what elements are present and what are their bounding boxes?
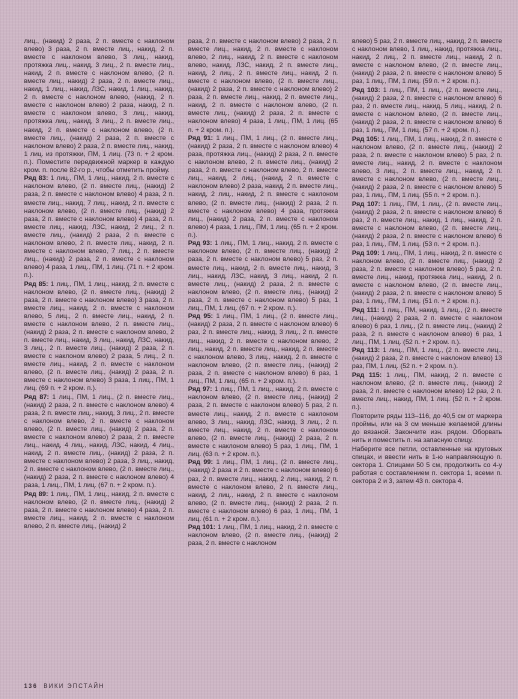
row-label: Ряд 83: [24,175,49,183]
instruction-paragraph [188,459,338,523]
instruction-paragraph [352,347,502,371]
row-label: Ряд 109: [352,249,380,257]
row-text: 1 лиц., ПМ, 1 лиц., (2 п. вместе лиц., (накид) 2 раза, 2 п. вместе с наклоном влево) 4 раза, протяжка лиц., (накид) 2 раза, 2 п. вместе с наклоном влево, 2 п. вместе лиц., (накид) 2 раза, 2 п. вместе с наклоном влево, 2 п. вместе лиц., накид, 2 лиц., (накид, 2 п. вместе с наклоном влево) 2 раза, накид, 2 п. вместе лиц., накид, 2 лиц., накид, 2 п. вместе с наклоном влево, (2 п. вместе лиц., (накид) 2 раза, 2 п. вместе с наклоном влево) 4 раза, протяжка лиц., (накид) 2 раза, 2 п. вместе с наклоном влево) 4 раза, 1 лиц., ПМ, 1 лиц. (65 п. + 2 кром. п.). [188,135,338,239]
row-text: 1 лиц., ПМ, 1 лиц., (2 п. вместе лиц., (накид) 2 раза, 2 п. вместе с наклоном влево) 6 раз, 2 п. вместе лиц., накид, 1 лиц., накид, 2 п. вместе с наклоном влево, (2 п. вместе лиц., (накид) 2 раза, 2 п. вместе с наклоном влево) 6 раз, 1 лиц., ПМ, 1 лиц. (53 п. + 2 кром. п.). [352,200,502,248]
row-text: 1 лиц., ПМ, 1 лиц., (2 п. вместе лиц., (накид) 2 раза, 2 п. вместе с наклоном влево) 4 раза, 2 п. вместе лиц., накид, 3 лиц., 2 п. вместе с наклоном влево, 2 п. вместе с наклоном влево, (2 п. вместе лиц., (накид) 2 раза, 2 п. вместе с наклоном влево) 2 раза, 2 п. вместе лиц., накид, 4 лиц., накид, ЛЗС, накид, 4 лиц., накид, 2 п. вместе лиц., (накид) 2 раза, 2 п. вместе с наклоном влево) 2 раза, 3 лиц., накид, 2 п. вместе с наклоном влево, (2 п. вместе лиц., (накид) 2 раза, 2 п. вместе с наклоном влево) 4 раза, 1 лиц., ПМ, 1 лиц. (67 п. + 2 кром. п.). [24,393,174,490]
row-text: раза, 2 п. вместе с наклоном влево) 2 раза, 2 п. вместе лиц., накид, 2 п. вместе с наклоном влево, 2 лиц., накид, 2 п. вместе с наклоном влево, накид, ЛЗС, накид, 2 п. вместе лиц., накид, 2 лиц., 2 п. вместе лиц., накид, 2 п. вместе с наклоном влево, (2 п. вместе лиц., (накид) 2 раза, 2 п. вместе с наклоном влево) 2 раза, 2 п. вместе лиц., накид, 2 п. вместе лиц., накид, 2 п. вместе с наклоном влево, (2 п. вместе лиц., (накид) 2 раза, 2 п. вместе с наклоном влево) 4 раза, 1 лиц., ПМ, 1 лиц. (65 п. + 2 кром. п.). [188,38,338,134]
instruction-paragraph [352,136,502,200]
instruction-paragraph [352,201,502,249]
row-label: Ряд 105: [352,135,380,143]
row-text: 1 лиц., ПМ, накид, 1 лиц., (2 п. вместе лиц., (накид) 2 раза, 2 п. вместе с наклоном влево) 6 раз, 1 лиц., (2 п. вместе лиц., (накид) 2 раза, 2 п. вместе с наклоном влево) 6 раз, 1 лиц., ПМ, 1 лиц. (52 п. + 2 кром. п.). [352,306,503,346]
instruction-paragraph [352,38,502,86]
row-text: лиц., (накид) 2 раза, 2 п. вместе с наклоном влево) 3 раза, 2 п. вместе лиц., накид, 2 п. вместе с наклоном влево, 3 лиц., накид, протяжка лиц., накид, 3 лиц., 2 п. вместе лиц., накид, 2 п. вместе с наклоном влево, (2 п. вместе лиц., накид) 2 раза, 2 п. вместе лиц., накид, 1 лиц., накид, ЛЗС, накид, 1 лиц., накид, 2 п. вместе с наклоном влево, (накид, 2 п. вместе с наклоном влево) 2 раза, накид, 2 п. вместе с наклоном влево, 3 лиц., накид, протяжка лиц., накид, 3 лиц., 2 п. вместе лиц., накид, 2 п. вместе с наклоном влево, (2 п. вместе лиц., (накид) 2 раза, 2 п. вместе с наклоном влево) 2 раза, 2 п. вместе лиц., накид, 1 лиц. из протяжки, ПМ, 1 лиц. (73 п. + 2 кром. п.). Поместите передвижной маркер в каждую кром. п. после 82-го р., чтобы отметить пройму. [24,38,174,174]
page-footer [24,684,105,690]
instruction-paragraph [24,394,174,491]
row-label: Ряд 97: [188,386,213,394]
row-text: 1 лиц., ПМ, 1 лиц., накид, 2 п. вместе с наклоном влево, (2 п. вместе лиц., (накид) 2 раза, 2 п. вместе с наклоном влево) 5 раз, 2 п. вместе лиц., накид, 2 п. вместе с наклоном влево, 3 лиц., накид, ЛЗС, накид, 3 лиц., 2 п. вместе лиц., накид, 2 п. вместе с наклоном влево, (2 п. вместе лиц., (накид) 2 раза, 2 п. вместе с наклоном влево) 5 раз, 1 лиц., ПМ, 1 лиц. (63 п. + 2 кром. п.). [188,386,338,458]
instruction-paragraph [24,281,174,394]
row-text: 1 лиц., ПМ, 1 лиц., накид, 2 п. вместе с наклоном влево, (2 п. вместе лиц., (накид) 2 раза, 2 п. вместе с наклоном влево) 5 раз, 2 п. вместе лиц., накид, 2 п. вместе с наклоном влево, 3 лиц., 2 п. вместе лиц., накид, 2 п. вместе с наклоном влево, (2 п. вместе лиц., (накид) 2 раза, 2 п. вместе с наклоном влево) 5 раз, 1 лиц., ПМ, 1 лиц. (55 п. + 2 кром. п.). [352,135,502,200]
instruction-paragraph [188,38,338,135]
row-label: Ряд 95: [188,313,213,321]
row-label: Ряд 101: [188,524,216,532]
row-text: 1 лиц., ПМ, 1 лиц., (2 п. вместе лиц., (накид) 2 раза, 2 п. вместе с наклоном влево) 13 раз, ПМ, 1 лиц. (52 п. + 2 кром. п.). [352,347,502,371]
instruction-paragraph [24,491,174,531]
row-label: Ряд 89: [24,491,49,498]
instruction-paragraph [188,386,338,458]
row-label: Ряд 111: [352,306,380,314]
page-number: 136 [24,684,38,690]
row-text: 1 лиц., ПМ, 1 лиц., накид, 2 п. вместе с наклоном влево, (2 п. вместе лиц., (накид) 2 раза, 2 п. вместе с наклоном влево) 5 раз, 2 п. вместе лиц., накид, 2 п. вместе лиц., накид, 3 лиц., накид, ЛЗС, накид, 3 лиц., накид, 2 п. вместе лиц., (накид) 2 раза, 2 п. вместе с наклоном влево, (2 п. вместе лиц., (накид) 2 раза, 2 п. вместе с наклоном влево) 5 раз, 1 лиц., ПМ, 1 лиц. (67 п. + 2 кром. п.). [188,240,338,312]
row-label: Ряд 115: [352,372,382,380]
row-text: влево) 5 раз, 2 п. вместе лиц., накид, 2 п. вместе с наклоном влево, 1 лиц., накид, протяжка лиц., накид, 2 лиц., 2 п. вместе лиц., накид, 2 п. вместе с наклоном влево, (2 п. вместе лиц., (накид) 2 раза, 2 п. вместе с наклоном влево) 5 раз, 1 лиц., ПМ, 1 лиц. (59 п. + 2 кром. п.). [352,38,503,86]
text-column-3 [352,38,502,487]
row-text: 1 лиц., ПМ, 1 лиц., накид, 2 п. вместе с наклоном влево, (2 п. вместе лиц., (накид) 2 раза, 2 п. вместе с наклоном влево) 4 раза, 2 п. вместе лиц., накид, 2 п. вместе с наклоном влево, 2 п. вместе лиц., (накид) 2 [24,491,174,531]
row-text: 1 лиц., ПМ, 1 лиц., (2 п. вместе лиц., (накид) 2 раза, 2 п. вместе с наклоном влево) 6 раз, 2 п. вместе лиц., накид, 3 лиц., 2 п. вместе лиц., накид, 2 п. вместе с наклоном влево, 2 лиц., накид, 2 п. вместе лиц., накид, 2 п. вместе с наклоном влево, 3 лиц., накид, 2 п. вместе с наклоном влево, (2 п. вместе лиц., (накид) 2 раза, 2 п. вместе с наклоном влево) 6 раз, 1 лиц., ПМ, 1 лиц. (65 п. + 2 кром. п.). [188,313,338,385]
footer-section: ВИКИ ЭПСТАЙН [43,684,105,690]
row-text: 1 лиц., ПМ, 1 лиц., накид, 2 п. вместе с наклоном влево, (2 п. вместе лиц., (накид) 2 раза, 2 п. вместе с наклоном влево) 3 раза, 2 п. вместе лиц., накид, 2 п. вместе с наклоном влево, 5 лиц., 2 п. вместе лиц., накид, 2 п. вместе с наклоном влево, 2 п. вместе лиц., (накид) 2 раза, 2 п. вместе с наклоном влево, 2 п. вместе лиц., накид, 3 лиц., накид, ЛЗС, накид, 3 лиц., 2 п. вместе лиц., (накид) 2 раза, 2 п. вместе с наклоном влево) 2 раза, 5 лиц., 2 п. вместе лиц., накид, 2 п. вместе с наклоном влево, (2 п. вместе лиц., (накид) 2 раза, 2 п. вместе с наклоном влево) 3 раза, 1 лиц., ПМ, 1 лиц. (69 п. + 2 кром. п.). [24,280,174,393]
row-text: 1 лиц., ПМ, накид, 2 п. вместе с наклоном влево, (2 п. вместе лиц., (накид) 2 раза, 2 п. вместе с наклоном влево) 12 раз, 2 п. вместе лиц., накид, ПМ, 1 лиц. (52 п. + 2 кром. п.). [352,372,502,412]
row-label: Ряд 113: [352,347,380,355]
instruction-paragraph [188,240,338,312]
row-text: 1 лиц., ПМ, 1 лиц., накид, 2 п. вместе с наклоном влево, (2 п. вместе лиц., (накид) 2 раза, 2 п. вместе с наклоном [188,524,338,548]
row-text: Повторите ряды 113–116, до 40,5 см от маркера проймы, или на 3 см меньше желаемой длины до вязаной. Закончите изн. рядом. Оборвать нить и поместить п. на запасную спицу. [352,412,502,445]
instruction-paragraph [352,446,502,486]
row-text: 1 лиц., ПМ, 1 лиц., (2 п. вместе лиц., (накид) 2 раза, 2 п. вместе с наклоном влево) 6 раз, 2 п. вместе лиц., накид, 5 лиц., накид, 2 п. вместе с наклоном влево, (2 п. вместе лиц., (накид) 2 раза, 2 п. вместе с наклоном влево) 6 раз, 1 лиц., ПМ, 1 лиц. (57 п. + 2 кром. п.). [352,86,502,135]
instruction-paragraph [352,413,502,445]
row-label: Ряд 87: [24,393,49,401]
row-label: Ряд 91: [188,135,213,143]
text-column-1 [24,38,174,532]
instruction-paragraph [352,307,502,347]
row-label: Ряд 93: [188,240,213,248]
row-label: Ряд 85: [24,280,49,288]
instruction-paragraph [188,313,338,385]
row-text: Наберите все петли, оставленные на круговых спицах, и ввести нить в 1-ю направляющую п. сектора 1. Спицами 50 5 см, продолжить со 4-у работая с составлением п. сектора 1, всеми п. сектора 2 и 3, затем 43 п. сектора 4. [352,445,502,485]
instruction-paragraph [24,175,174,280]
text-column-2 [188,38,338,549]
row-text: 1 лиц., ПМ, 1 лиц., (2 п. вместе лиц., (накид) 2 раза и 2 п. вместе с наклоном влево) 6 раз, 2 п. вместе лиц., накид, 2 лиц., накид, 2 п. вместе с наклоном влево, 2 п. вместе лиц., накид, 2 лиц., накид, 2 п. вместе с наклоном влево, (2 п. вместе лиц., (накид) 2 раза, 2 п. вместе с наклоном влево) 6 раз, 1 лиц., ПМ, 1 лиц. (61 п. + 2 кром. п.). [188,459,338,523]
row-label: Ряд 103: [352,86,381,94]
instruction-paragraph [352,87,502,135]
instruction-paragraph [24,38,174,175]
instruction-paragraph [352,250,502,306]
row-text: 1 лиц., ПМ, 1 лиц., накид, 2 п. вместе с наклоном влево, (2 п. вместе лиц., (накид) 2 раза, 2 п. вместе с наклоном влево) 5 раз, 2 п. вместе лиц., накид, протяжка лиц., накид, 2 п. вместе с наклоном влево, (2 п. вместе лиц., (накид) 2 раза, 2 п. вместе с наклоном влево) 5 раз, 1 лиц., ПМ, 1 лиц. (51 п. + 2 кром. п.). [352,249,502,305]
instruction-paragraph [352,372,502,412]
row-label: Ряд 107: [352,200,381,208]
instruction-paragraph [188,524,338,548]
row-text: 1 лиц., ПМ, 1 лиц., накид, 2 п. вместе с наклоном влево, (2 п. вместе лиц., (накид) 2 раза, 2 п. вместе с наклоном влево) 4 раза, 2 п. вместе лиц., накид, 7 лиц., накид, 2 п. вместе с наклоном влево, (2 п. вместе лиц., (накид) 2 раза, 2 п. вместе с наклоном влево) 4 раза, 2 п. вместе лиц., накид, ЛЗС, накид, 2 лиц., 2 п. вместе лиц., (накид) 2 раза, 2 п. вместе с наклоном влево, 2 п. вместе лиц., накид, 2 п. вместе с наклоном влево, 7 лиц., 2 п. вместе лиц., (накид) 2 раза, 2 п. вместе с наклоном влево) 4 раза, 1 лиц., ПМ, 1 лиц. (71 п. + 2 кром. п.). [24,175,174,279]
instruction-paragraph [188,135,338,240]
row-label: Ряд 99: [188,459,213,467]
